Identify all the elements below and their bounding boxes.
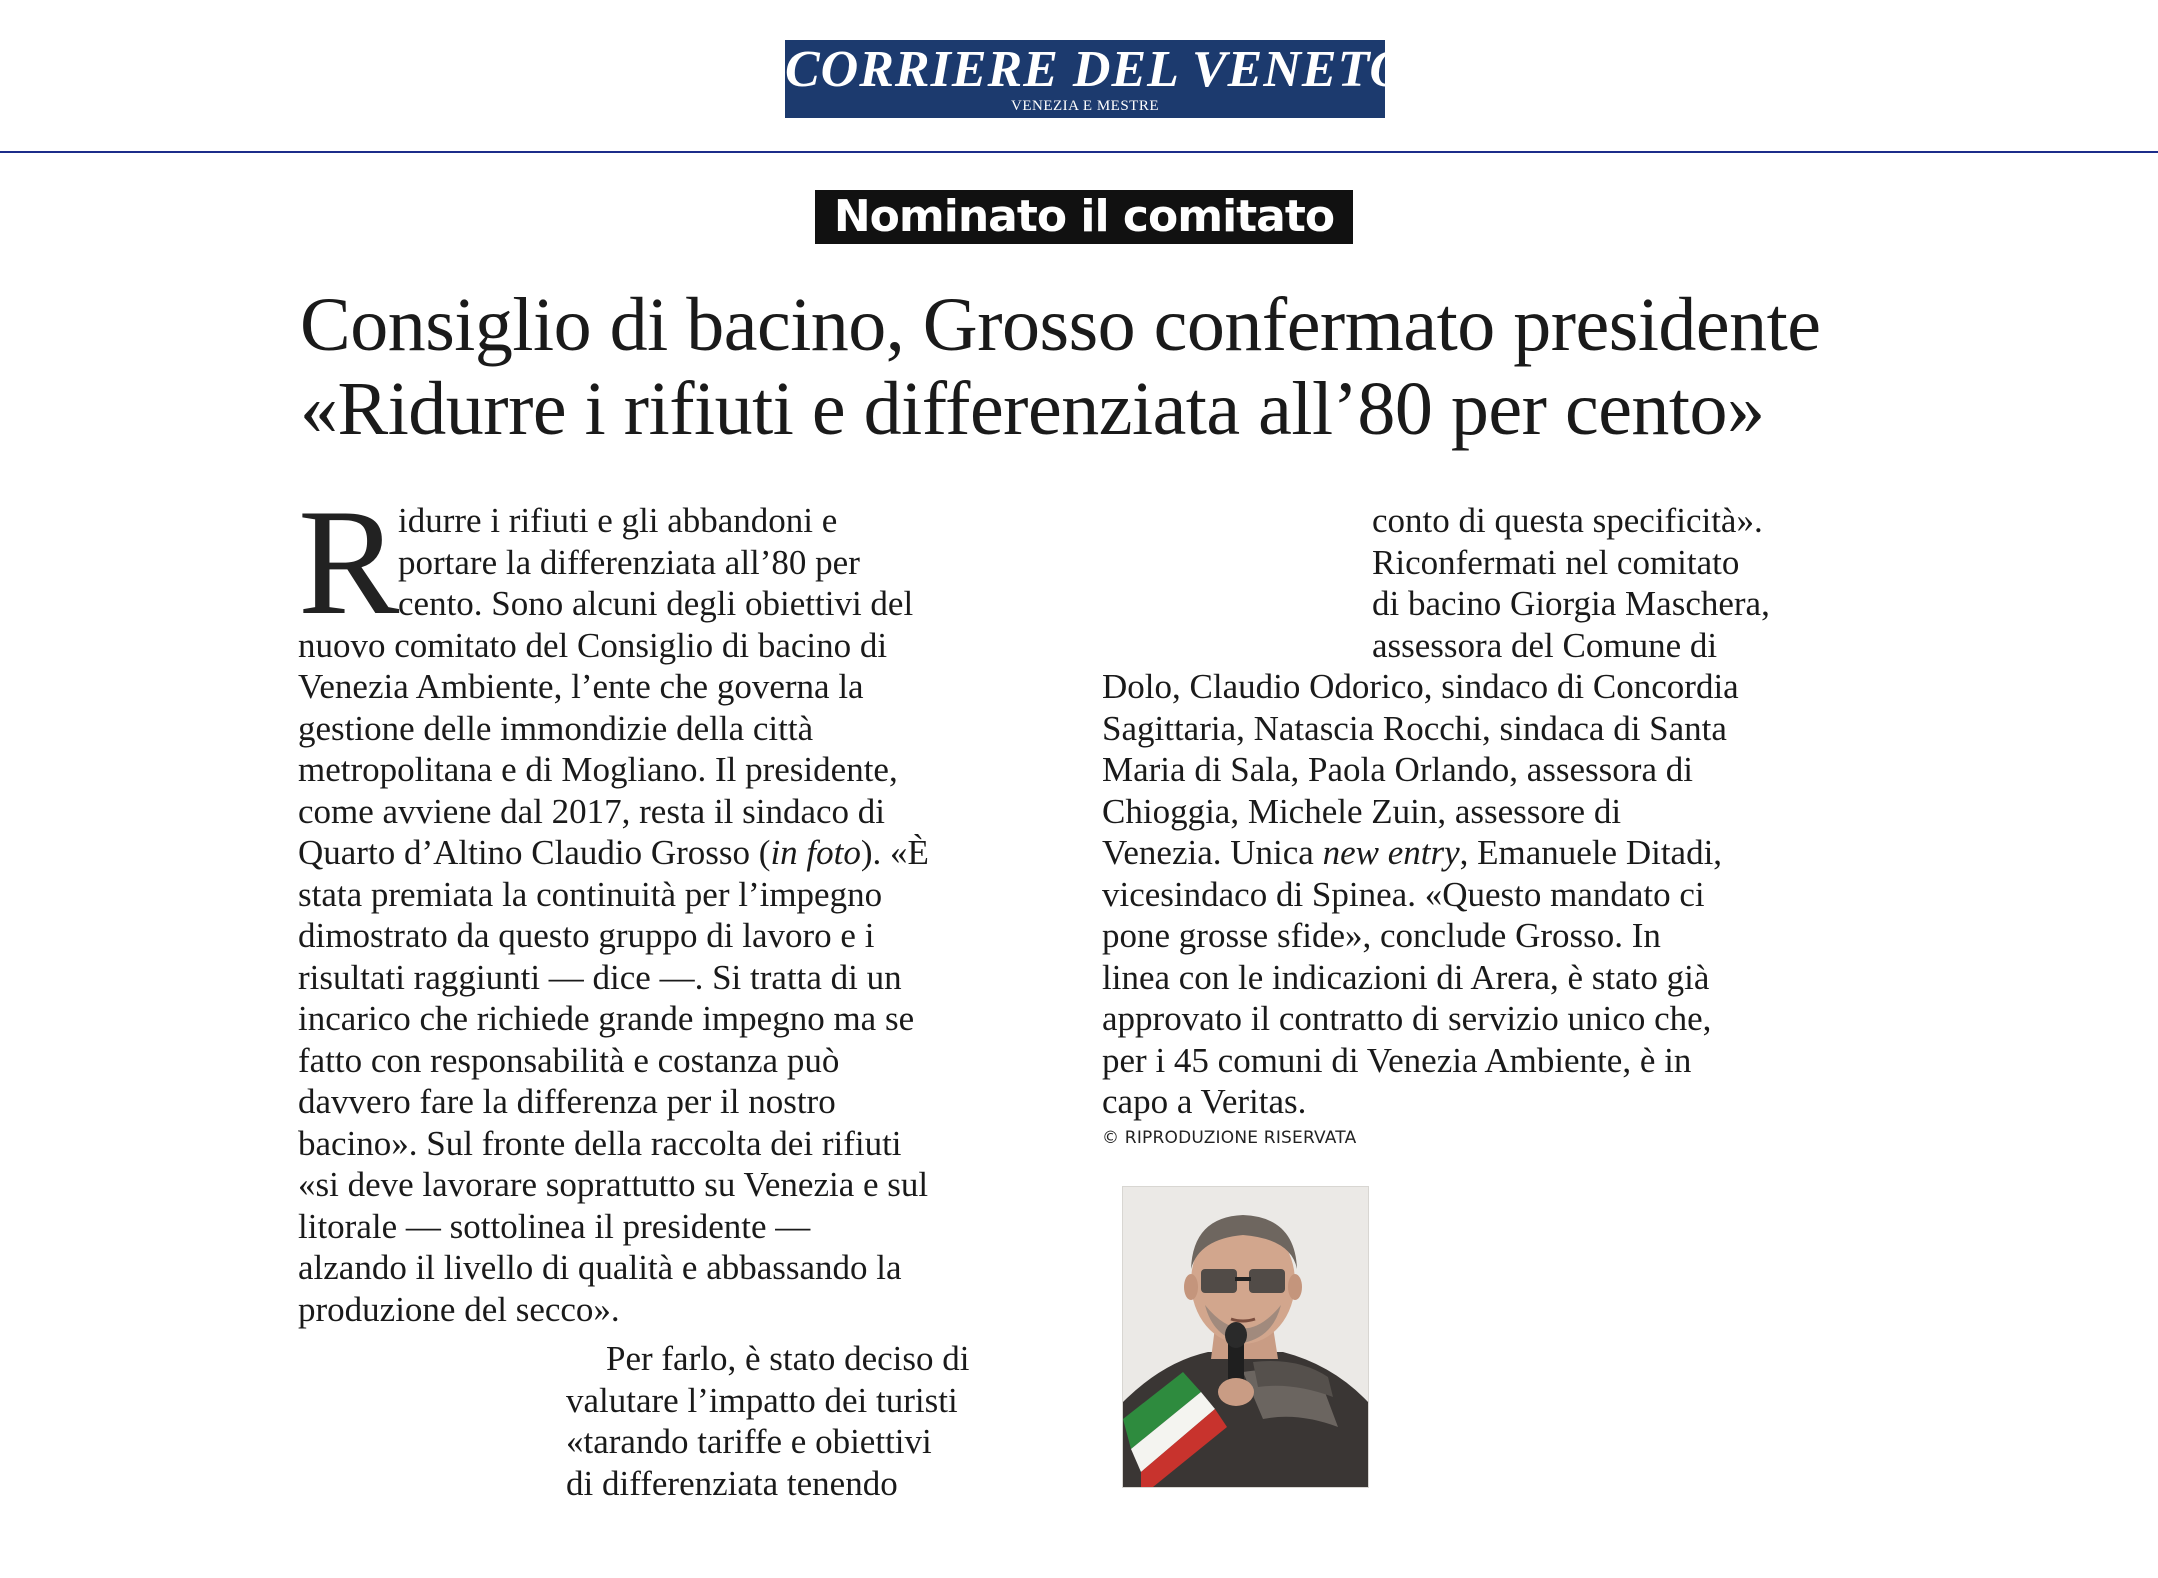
text-line: capo a Veritas. (1102, 1082, 1307, 1121)
text-line: assessora del Comune di (1372, 625, 1718, 665)
text-line: pone grosse sfide», conclude Grosso. In (1102, 916, 1661, 955)
text-line: portare la differenziata all’80 per (398, 542, 860, 582)
photo-reference: in foto (770, 833, 861, 872)
text-fragment: Venezia. Unica (1102, 833, 1323, 872)
text-line: Chioggia, Michele Zuin, assessore di (1102, 791, 1622, 831)
text-line: Per farlo, è stato deciso di (606, 1339, 970, 1378)
text-line: «tarando tariffe e obiettivi (566, 1422, 932, 1461)
text-line: Maria di Sala, Paola Orlando, assessora di (1102, 750, 1693, 789)
text-line: nuovo comitato del Consiglio di bacino di (298, 625, 888, 665)
article-column-left-continuation (566, 1338, 1066, 1504)
text-line: produzione del secco». (298, 1289, 620, 1329)
text-line: risultati raggiunti — dice —. Si tratta di un (298, 957, 902, 997)
text-line: valutare l’impatto dei turisti (566, 1380, 958, 1420)
text-fragment: , Emanuele Ditadi, (1459, 833, 1723, 872)
text-line: linea con le indicazioni di Arera, è stato già (1102, 957, 1710, 997)
masthead-edition: VENEZIA E MESTRE (1011, 98, 1159, 114)
headline-line-2: «Ridurre i rifiuti e differenziata all’80 per cento» (300, 367, 1765, 451)
text-fragment: ). «È (860, 833, 929, 872)
text-line: incarico che richiede grande impegno ma se (298, 999, 915, 1038)
text-emphasis: new entry (1322, 833, 1460, 872)
masthead-title: CORRIERE DEL VENETO (785, 41, 1408, 98)
text-fragment: Quarto d’Altino Claudio Grosso ( (298, 833, 771, 872)
text-line: davvero fare la differenza per il nostro (298, 1082, 836, 1121)
text-line: di differenziata tenendo (566, 1463, 898, 1503)
text-line: approvato il contratto di servizio unico che, (1102, 999, 1712, 1038)
text-line: Venezia Ambiente, l’ente che governa la (298, 667, 864, 706)
text-line: gestione delle immondizie della città (298, 708, 814, 748)
text-line: Riconfermati nel comitato (1372, 542, 1740, 582)
newspaper-masthead (785, 40, 1408, 118)
portrait-illustration (1123, 1187, 1368, 1487)
text-line: litorale — sottolinea il presidente — (298, 1206, 811, 1246)
text-line: cento. Sono alcuni degli obiettivi del (398, 584, 914, 623)
text-line: Dolo, Claudio Odorico, sindaco di Concordia (1102, 667, 1739, 706)
portrait-photo (1122, 1186, 1369, 1488)
text-line: come avviene dal 2017, resta il sindaco di (298, 791, 886, 831)
article-column-right (1102, 666, 1902, 1123)
text-line (298, 832, 1058, 874)
text-line: vicesindaco di Spinea. «Questo mandato ci (1102, 874, 1705, 914)
text-line: «si deve lavorare soprattutto su Venezia e sul (298, 1165, 929, 1204)
text-line: per i 45 comuni di Venezia Ambiente, è in (1102, 1040, 1692, 1080)
text-line (1102, 832, 1902, 874)
text-line: di bacino Giorgia Maschera, (1372, 584, 1770, 623)
text-line: dimostrato da questo gruppo di lavoro e i (298, 916, 875, 955)
article-headline (300, 283, 1900, 451)
article-column-right-top (1372, 500, 1892, 666)
text-line: Sagittaria, Natascia Rocchi, sindaca di Santa (1102, 708, 1727, 748)
text-line: conto di questa specificità». (1372, 501, 1763, 540)
text-line: stata premiata la continuità per l’impegno (298, 874, 883, 914)
drop-cap: R (298, 478, 400, 646)
headline-line-1: Consiglio di bacino, Grosso confermato presidente (300, 283, 1821, 367)
text-line: alzando il livello di qualità e abbassando la (298, 1248, 902, 1287)
header-divider (0, 151, 2158, 153)
copyright-notice: © RIPRODUZIONE RISERVATA (1102, 1128, 1357, 1148)
article-kicker: Nominato il comitato (815, 190, 1353, 244)
article-column-left (298, 478, 1058, 1330)
text-line: idurre i rifiuti e gli abbandoni e (398, 501, 838, 540)
text-line: bacino». Sul fronte della raccolta dei rifiuti (298, 1123, 902, 1163)
text-line: fatto con responsabilità e costanza può (298, 1040, 840, 1080)
text-line: metropolitana e di Mogliano. Il presidente, (298, 750, 898, 789)
